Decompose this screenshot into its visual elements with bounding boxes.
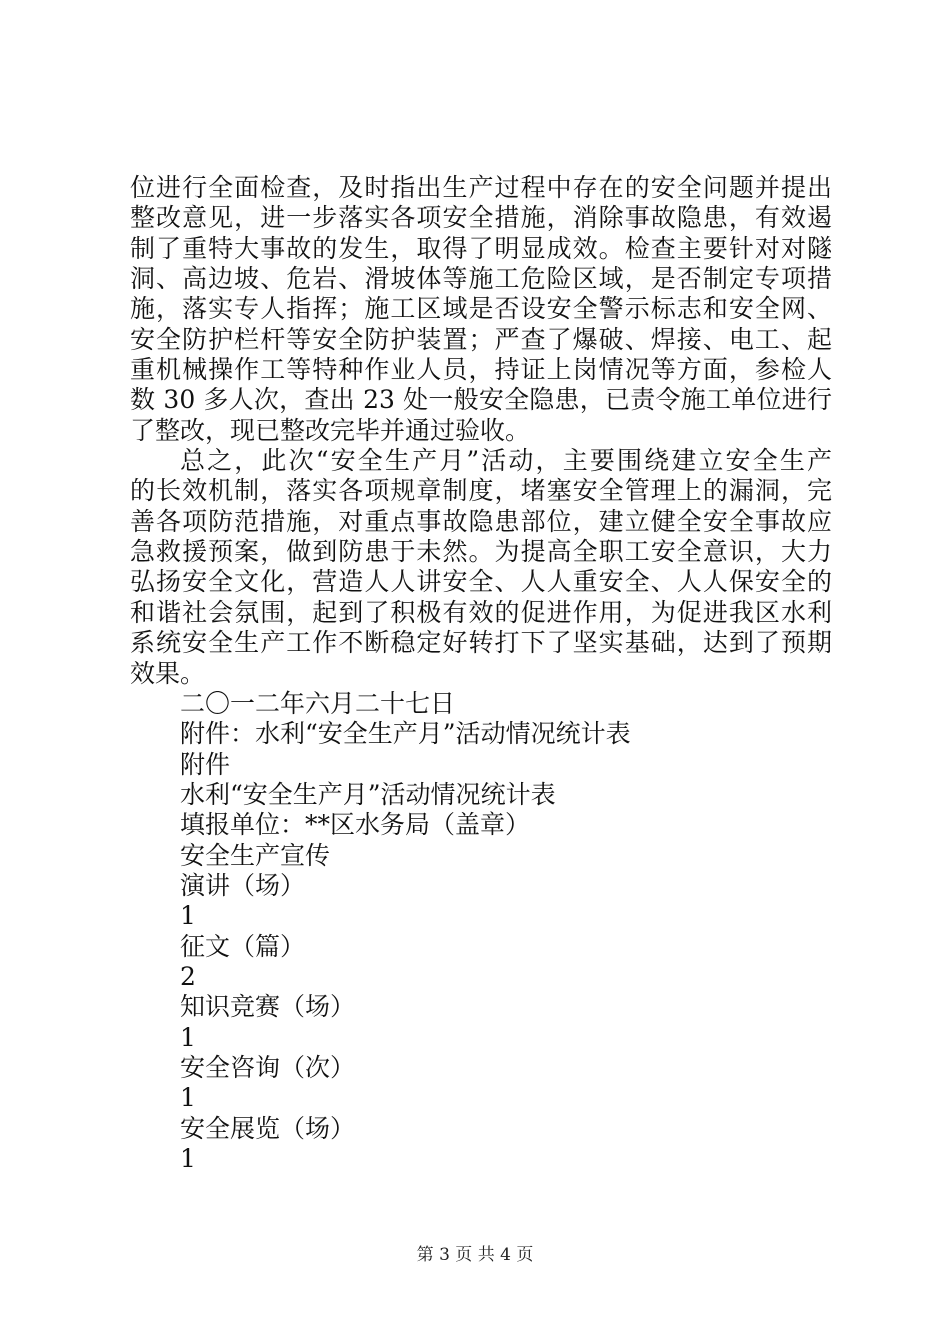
attachment-heading: 附件 (180, 749, 231, 779)
paragraph-line: 施，落实专人指挥；施工区域是否设安全警示标志和安全网、 (130, 294, 832, 324)
paragraph-line: 系统安全生产工作不断稳定好转打下了坚实基础，达到了预期 (130, 628, 832, 658)
paragraph-line: 制了重特大事故的发生，取得了明显成效。检查主要针对对隧 (130, 233, 832, 263)
paragraph-line: 和谐社会氛围，起到了积极有效的促进作用，为促进我区水利 (130, 597, 832, 627)
stat-value: 1 (180, 901, 196, 931)
paragraph-line: 效果。 (130, 658, 206, 688)
paragraph-line: 数 30 多人次，查出 23 处一般安全隐患，已责令施工单位进行 (130, 385, 832, 415)
stats-list (130, 871, 832, 1174)
stat-value: 1 (180, 1022, 196, 1052)
paragraph-line: 安全防护栏杆等安全防护装置；严查了爆破、焊接、电工、起 (130, 324, 832, 354)
paragraph-inspection (130, 173, 832, 446)
paragraph-line: 了整改，现已整改完毕并通过验收。 (130, 415, 531, 445)
paragraph-line: 的长效机制，落实各项规章制度，堵塞安全管理上的漏洞，完 (130, 476, 832, 506)
stat-value: 2 (180, 961, 196, 991)
document-date: 二〇一二年六月二十七日 (180, 688, 456, 718)
stat-label: 安全咨询（次） (180, 1052, 356, 1082)
stat-label: 演讲（场） (180, 870, 306, 900)
paragraph-line: 弘扬安全文化，营造人人讲安全、人人重安全、人人保安全的 (130, 567, 832, 597)
page-indicator: 第 3 页 共 4 页 (416, 1245, 534, 1265)
attachment-note: 附件：水利“安全生产月”活动情况统计表 (180, 719, 631, 749)
paragraph-line: 急救援预案，做到防患于未然。为提高全职工安全意识，大力 (130, 537, 832, 567)
paragraph-summary (130, 446, 832, 689)
paragraph-line: 洞、高边坡、危岩、滑坡体等施工危险区域，是否制定专项措 (130, 264, 832, 294)
section-label: 安全生产宣传 (180, 840, 331, 870)
stat-value: 1 (180, 1144, 196, 1173)
reporting-unit: 填报单位：**区水务局（盖章） (180, 810, 531, 840)
document-body (130, 173, 832, 1174)
stat-label: 知识竞赛（场） (180, 992, 356, 1022)
paragraph-line: 整改意见，进一步落实各项安全措施，消除事故隐患，有效遏 (130, 203, 832, 233)
stat-label: 征文（篇） (180, 931, 306, 961)
stat-label: 安全展览（场） (180, 1113, 356, 1143)
table-title: 水利“安全生产月”活动情况统计表 (180, 779, 556, 809)
stat-value: 1 (180, 1083, 196, 1113)
paragraph-line: 重机械操作工等特种作业人员，持证上岗情况等方面，参检人 (130, 355, 832, 385)
page-footer (0, 1244, 950, 1266)
paragraph-line: 位进行全面检查，及时指出生产过程中存在的安全问题并提出 (130, 173, 832, 202)
paragraph-line: 总之，此次“安全生产月”活动，主要围绕建立安全生产 (180, 446, 832, 476)
paragraph-line: 善各项防范措施，对重点事故隐患部位，建立健全安全事故应 (130, 506, 832, 536)
